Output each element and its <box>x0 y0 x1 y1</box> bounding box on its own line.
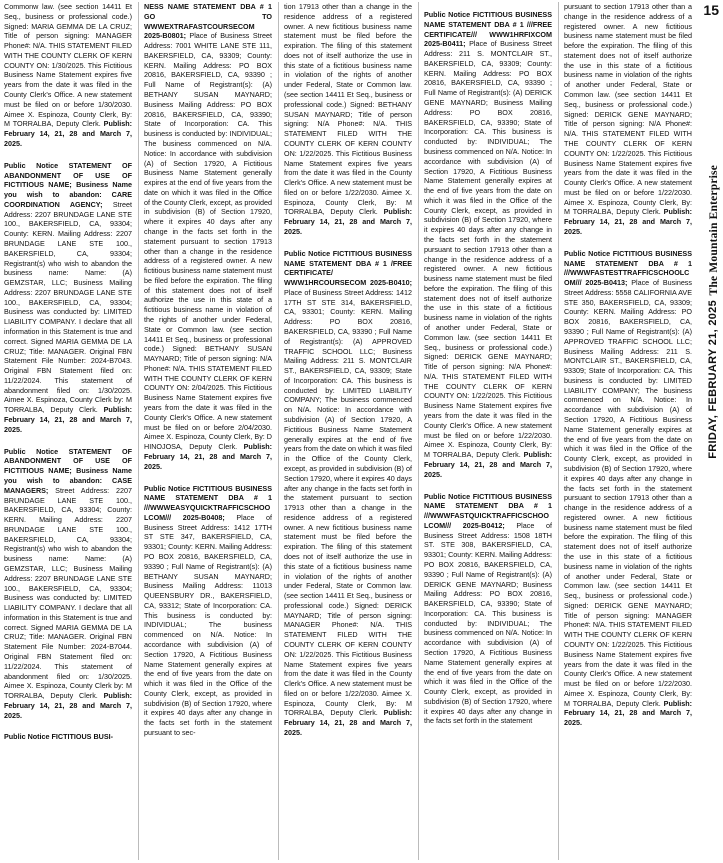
masthead-title: The Mountain Enterprise <box>708 165 720 296</box>
notice-body: Place of Business Street Address: 7001 WHITE LANE STE 111, BAKERSFIELD, CA, 93309; County: KERN. Mailing Address: PO BOX 20816, BAKERSFIELD, CA, 93390 ; Full Name of Registrant(s): (A) BETHANY SUSAN MAYNARD; Business Mailing Address: PO BOX 20816, BAKERSFIELD, CA, 93390; State of Incorporation: CA. This business is conducted by: INDIVIDUAL; The business commenced on N/A. Notice: In accordance with subdivision (A) of Section 17920, A Fictitious Business Name Statement generally expires at the end of five years from the date on which it was filed in the Office of the County Clerk, except, as provided in subdivision (B) of Section 17920, where it expires 40 days after any change in the facts set forth in the statement pursuant to section 17913 other than a change in the residence address of a registered owner. A new fictitious business name statement must be filed before the expiration. The filing of this statement does not of itself authorize the use in this state of a fictitious business name in violation of the rights of another under Federal, State or Common law. (see section 14411 Et Seq., business or professional code.) Signed: BETHANY SUSAN MAYNARD; Title of person signing: N/A Phone#: N/A. THIS STATEMENT FILED WITH THE COUNTY CLERK OF KERN COUNTY ON: 2/04/2025. This Fictitious Business Name Statement expires five years from the date it was filed in the County Clerk's Office. A new statement must be filed on or before 2/04/2030. Aimee X. Espinoza, County Clerk, By: D HINOJOSA, Deputy Clerk. <box>144 31 272 452</box>
column-4 <box>418 2 552 860</box>
notice <box>564 249 692 728</box>
notice-body: Place of Business Street Address: 1412 17TH ST STE 314, BAKERSFIELD, CA, 93301; County: KERN. Mailing Address: PO BOX 20816, BAKERSFIELD, CA, 93390 ; Full Name of Registrant(s): (A) APPROVED TRAFFIC SCHOOL LLC; Business Mailing Address: 211 S. MONTCLAIR ST., BAKERSFIELD, CA, 93309; State of Incorporation: CA. This business is conducted by: LIMITED LIABILITY COMPANY; The business commenced on N/A. Notice: In accordance with subdivision (A) of Section 17920, A Fictitious Business Name Statement generally expires at the end of five years from the date on which it was filed in the Office of the County Clerk, except, as provided in subdivision (B) of Section 17920, where it expires 40 days after any change in the facts set forth in the statement pursuant to section 17913 other than a change in the residence address of a registered owner. A new fictitious business name statement must be filed before the expiration. The filing of this statement does not of itself authorize the use in this state of a fictitious business name in violation of the rights of another under Federal, State or Common law. (see section 14411 Et Seq., business or professional code.) Signed: DERICK MAYNARD; Title of person signing: MANAGER Phone#: N/A. THIS STATEMENT FILED WITH THE COUNTY CLERK OF KERN COUNTY ON: 1/22/2025. This Fictitious Business Name Statement expires five years from the date it was filed in the County Clerk's Office. A new statement must be filed on or before 1/22/2030. Aimee X. Espinoza, County Clerk, By: M TORRALBA, Deputy Clerk. <box>284 287 412 718</box>
notice-publish-dates: Publish: February 14, 21, 28 and March 7, 2025. <box>424 450 552 479</box>
column-2 <box>138 2 272 860</box>
notice-title: Public Notice FICTITIOUS BUSINESS NAME STATEMENT DBA # 1 ///WWWFASTESTTRAFFICSCHOOLCOM/// 2025-B0413; <box>564 248 692 288</box>
notice-title: Public Notice STATEMENT OF ABANDONMENT OF USE OF FICTITIOUS NAME; Business Name you wish to abandon: CARE COORDINATION AGENCY; <box>4 160 132 209</box>
notice <box>4 732 132 742</box>
column-5 <box>558 2 692 860</box>
notice <box>144 2 272 472</box>
notice-body: Street Address: 2207 BRUNDAGE LANE STE 100., BAKERSFIELD, CA, 93304; County: KERN. Mailing Address: 2207 BRUNDAGE LANE STE 100., BAKERSFIELD, CA, 93304; Registrant(s) who wish to abandon the business name: Name: (A) GEMZSTAR, LLC; Business Mailing Address: 2207 BRUNDAGE LANE STE 100., BAKERSFIELD, CA, 93304; Business was conducted by: LIMITED LIABILITY COMPANY. I declare that all information in this Statement is true and correct. Signed MARIA GEMMA DE LA CRUZ; Title: MANAGER. Original FBN Statement File Number: 2024-B7044. Original FBN Statement filed on: 11/22/2024. This statement of abandonment filed on: 1/30/2025. Aimee X. Espinoza, County Clerk by: M TORRALBA, Deputy Clerk. <box>4 485 132 701</box>
notice <box>144 484 272 738</box>
column-spacer <box>424 2 552 10</box>
notice-body: tion 17913 other than a change in the residence address of a registered owner. A new fictitious business name statement must be filed before the expiration. The filing of this statement does not of itself authorize the use in this state of a fictitious business name in violation of the rights of another under Federal, State or Common law. (see section 14411 Et Seq., business or professional code.) Signed: BETHANY SUSAN MAYNARD; Title of person signing: N/A Phone#: N/A. THIS STATEMENT FILED WITH THE COUNTY CLERK OF KERN COUNTY ON: 1/22/2025. This Fictitious Business Name Statement expires five years from the date it was filed in the County Clerk's Office. A new statement must be filed on or before 1/22/2030. Aimee X. Espinoza, County Clerk, By: M TORRALBA, Deputy Clerk. <box>284 2 412 217</box>
notice <box>424 10 552 480</box>
notice <box>284 2 412 237</box>
notice-title: Public Notice FICTITIOUS BUSINESS NAME STATEMENT DBA # 1 ///FREE CERTIFICATE/// WWW1HRFIXCOM 2025-B0411; <box>424 10 552 49</box>
notice-publish-dates: Publish: February 14, 21, 28 and March 7, 2025. <box>144 442 272 471</box>
notice <box>424 492 552 727</box>
notice-publish-dates: Publish: February 14, 21, 28 and March 7, 2025. <box>4 405 132 434</box>
notice-body: Commonw law. (see section 14411 Et Seq., business or professional code.) Signed: MARIA GEMMA DE LA CRUZ; Title of person signing: MANAGER Phone#: N/A. THIS STATEMENT FILED WITH THE COUNTY CLERK OF KERN COUNTY ON: 1/30/2025. This Fictitious Business Name Statement expires five years from the date it was filed in the County Clerk's Office. A new statement must be filed on or before 1/30/2030. Aimee X. Espinoza, County Clerk, By: M TORRALBA, Deputy Clerk. <box>4 2 132 129</box>
notice-title: Public Notice FICTITIOUS BUSINESS NAME STATEMENT DBA # 1 /FREE CERTIFICATE/ WWW1HRCOURSECOM 2025-B0410; <box>284 248 412 288</box>
notice <box>564 2 692 237</box>
notice-publish-dates: Publish: February 14, 21, 28 and March 7, 2025. <box>4 691 132 720</box>
column-3 <box>278 2 412 860</box>
notice <box>4 2 132 149</box>
column-1 <box>4 2 132 860</box>
notice-body: Street Address: 2207 BRUNDAGE LANE STE 100., BAKERSFIELD, CA, 93304; County: KERN. Mailing Address: 2207 BRUNDAGE LANE STE 100., BAKERSFIELD, CA, 93304; Registrant(s) who wish to abandon the business name: Name: (A) GEMZSTAR, LLC; Business Mailing Address: 2207 BRUNDAGE LANE STE 100., BAKERSFIELD, CA, 93304; Business was conducted by: LIMITED LIABILITY COMPANY. I declare that all information in this Statement is true and correct. Signed MARIA GEMMA DE LA CRUZ; Title: MANAGER. Original FBN Statement File Number: 2024-B7043. Original FBN Statement filed on: 11/22/2024. This statement of abandonment filed on: 1/30/2025. Aimee X. Espinoza, County Clerk by: M TORRALBA, Deputy Clerk. <box>4 199 132 415</box>
notice-title: Public Notice FICTITIOUS BUSI- <box>4 732 114 742</box>
notice <box>4 447 132 721</box>
notice-publish-dates: Publish: February 14, 21, 28 and March 7, 2025. <box>564 207 692 236</box>
notice <box>4 161 132 435</box>
legal-notices-columns <box>4 2 692 860</box>
notice-publish-dates: Publish: February 14, 21, 28 and March 7, 2025. <box>284 708 412 738</box>
notice-title: Public Notice FICTITIOUS BUSINESS NAME STATEMENT DBA # 1 ///WWWFASTQUICKTRAFFICSCHOOLCOM/// 2025-B0412; <box>424 491 552 530</box>
notice-body: pursuant to section 17913 other than a change in the residence address of a registered owner. A new fictitious business name statement must be filed before the expiration. The filing of this statement does not of itself authorize the use in this state of a fictitious business name in violation of the rights of another under Federal, State or Common law. (see section 14411 Et Seq., business or professional code.) Signed: DERICK GENE MAYNARD; Title of person signing: N/A Phone#: N/A. THIS STATEMENT FILED WITH THE COUNTY CLERK OF KERN COUNTY ON: 1/22/2025. This Fictitious Business Name Statement expires five years from the date it was filed in the County Clerk's Office. A new statement must be filed on or before 1/22/2030. Aimee X. Espinoza, County Clerk, By: M TORRALBA, Deputy Clerk. <box>564 2 692 217</box>
notice-publish-dates: Publish: February 14, 21, 28 and March 7, 2025. <box>4 119 132 148</box>
notice-title: Public Notice STATEMENT OF ABANDONMENT OF USE OF FICTITIOUS NAME; Business Name you wish to abandon: CASE MANAGERS; <box>4 446 132 495</box>
notice-body: Place of Business Street Address: 211 S. MONTCLAIR ST., BAKERSFIELD, CA, 93309; County: KERN. Mailing Address: PO BOX 20816, BAKERSFIELD, CA, 93390 ; Full Name of Registrant(s): (A) DERICK GENE MAYNARD; Business Mailing Address: PO BOX 20816, BAKERSFIELD, CA, 93390; State of Incorporation: CA. This business is conducted by: INDIVIDUAL; The business commenced on N/A. Notice: In accordance with subdivision (A) of Section 17920, A Fictitious Business Name Statement generally expires at the end of five years from the date on which it was filed in the Office of the County Clerk, except, as provided in subdivision (B) of Section 17920, where it expires 40 days after any change in the facts set forth in the statement pursuant to section 17913 other than a change in the residence address of a registered owner. A new fictitious business name statement must be filed before the expiration. The filing of this statement does not of itself authorize the use in this state of a fictitious business name in violation of the rights of another under Federal, State or Common law. (see section 14411 Et Seq., business or professional code.) Signed: DERICK GENE MAYNARD; Title of person signing: N/A Phone#: N/A. THIS STATEMENT FILED WITH THE COUNTY CLERK OF KERN COUNTY ON: 1/22/2025. This Fictitious Business Name Statement expires five years from the date it was filed in the County Clerk's Office. A new statement must be filed on or before 1/22/2030. Aimee X. Espinoza, County Clerk, By: M TORRALBA, Deputy Clerk. <box>424 39 552 460</box>
notice-body: Place of Business Street Address: 1508 18TH ST. STE 308, BAKERSFIELD, CA, 93301; County: KERN. Mailing Address: PO BOX 20816, BAKERSFIELD, CA, 93390 ; Full Name of Registrant(s): (A) DERICK GENE MAYNARD; Business Mailing Address: PO BOX 20816, BAKERSFIELD, CA, 93390; State of Incorporation: CA. This business is conducted by: INDIVIDUAL; The business commenced on N/A. Notice: In accordance with subdivision (A) of Section 17920, A Fictitious Business Name Statement generally expires at the end of five years from the date on which it was filed in the Office of the County Clerk, except, as provided in subdivision (B) of Section 17920, where it expires 40 days after any change in the facts set forth in the statement <box>424 520 552 726</box>
notice-publish-dates: Publish: February 14, 21, 28 and March 7, 2025. <box>284 207 412 236</box>
notice-title: Public Notice FICTITIOUS BUSINESS NAME STATEMENT DBA # 1 ///WWWEASYQUICKTRAFFICSCHOOLCOM/// 2025-B0408; <box>144 483 272 522</box>
page-number: 15 <box>703 2 719 18</box>
notice-title: NESS NAME STATEMENT DBA # 1 GO TO WWWEXTRAFASTCOURSECOM 2025-B0801; <box>144 2 272 41</box>
notice-body: Place of Business Street Address: 5558 CALIFORNIA AVE STE 350, BAKERSFIELD, CA, 93309; County: KERN. Mailing Address: PO BOX 20816, BAKERSFIELD, CA, 93390 ; Full Name of Registrant(s): (A) APPROVED TRAFFIC SCHOOL LLC; Business Mailing Address: 211 S. MONTCLAIR ST., BAKERSFIELD, CA, 93309; State of Incorporation: CA. This business is conducted by: LIMITED LIABILITY COMPANY; The business commenced on N/A. Notice: In accordance with subdivision (A) of Section 17920, A Fictitious Business Name Statement generally expires at the end of five years from the date on which it was filed in the Office of the County Clerk, except, as provided in subdivision (B) of Section 17920, where it expires 40 days after any change in the facts set forth in the statement pursuant to section 17913 other than a change in the residence address of a registered owner. A new fictitious business name statement must be filed before the expiration. The filing of this statement does not of itself authorize the use in this state of a fictitious business name in violation of the rights of another under Federal, State or Common law. (see section 14411 Et Seq., business or professional code.) Signed: DERICK GENE MAYNARD; Title of person signing: MANAGER Phone#: N/A. THIS STATEMENT FILED WITH THE COUNTY CLERK OF KERN COUNTY ON: 1/22/2025. This Fictitious Business Name Statement expires five years from the date it was filed in the County Clerk's Office. A new statement must be filed on or before 1/22/2030. Aimee X. Espinoza, County Clerk, By: M TORRALBA, Deputy Clerk. <box>564 278 692 708</box>
page-sidebar <box>695 0 723 863</box>
issue-dateline: FRIDAY, FEBRUARY 21, 2025 <box>707 300 719 459</box>
notice-publish-dates: Publish: February 14, 21, 28 and March 7, 2025. <box>564 698 692 728</box>
notice-body: Place of Business Street Address: 1412 17TH ST STE 347, BAKERSFIELD, CA, 93301; County: KERN. Mailing Address: PO BOX 20816, BAKERSFIELD, CA, 93390 ; Full Name of Registrant(s): (A) BETHANY SUSAN MAYNARD; Business Mailing Address: 11013 QUEENSBURY DR., BAKERSFIELD, CA, 93312; State of Incorporation: CA. This business is conducted by: INDIVIDUAL; The business commenced on N/A. Notice: In accordance with subdivision (A) of Section 17920, A Fictitious Business Name Statement generally expires at the end of five years from the date on which it was filed in the Office of the County Clerk, except, as provided in subdivision (B) of Section 17920, where it expires 40 days after any change in the facts set forth in the statement pursuant to sec- <box>144 512 272 738</box>
notice <box>284 249 412 738</box>
